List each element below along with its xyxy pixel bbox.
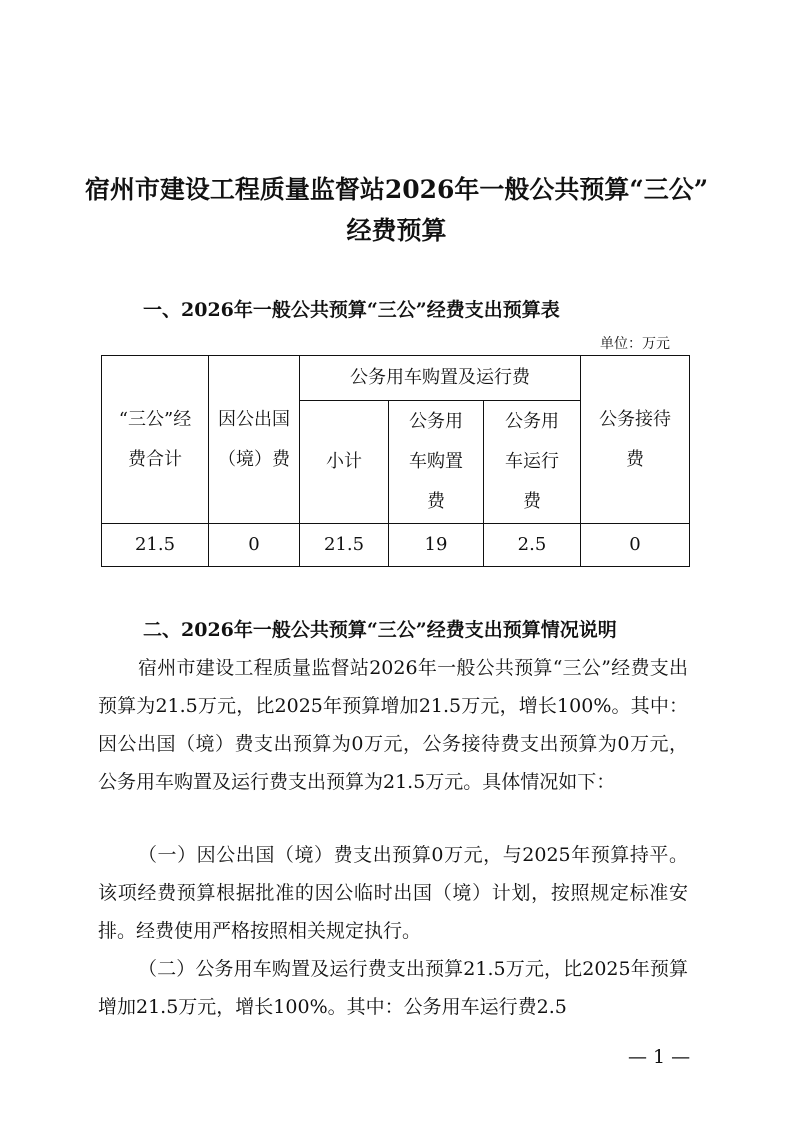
cell-vehicle-operation: 2.5 [484, 524, 581, 567]
header-vehicle-purchase: 公务用车购置费 [389, 401, 484, 524]
paragraph-3: （二）公务用车购置及运行费支出预算21.5万元，比2025年预算增加21.5万元，增长100%。其中：公务用车运行费2.5 [98, 958, 688, 1018]
paragraph-2: （一）因公出国（境）费支出预算0万元，与2025年预算持平。该项经费预算根据批准的因公临时出国（境）计划，按照规定标准安排。经费使用严格按照相关规定执行。 [98, 844, 688, 942]
header-subtotal: 小计 [300, 401, 389, 524]
budget-table [101, 355, 690, 567]
header-vehicle-group: 公务用车购置及运行费 [300, 356, 581, 401]
header-total: “三公”经费合计 [102, 356, 209, 524]
cell-abroad: 0 [209, 524, 300, 567]
cell-reception: 0 [581, 524, 690, 567]
header-reception: 公务接待费 [581, 356, 690, 524]
header-abroad: 因公出国（境）费 [209, 356, 300, 524]
section1-heading: 一、2026年一般公共预算“三公”经费支出预算表 [143, 299, 560, 321]
header-vehicle-operation: 公务用车运行费 [484, 401, 581, 524]
document-title-line1: 宿州市建设工程质量监督站2026年一般公共预算“三公” [84, 175, 709, 204]
cell-subtotal: 21.5 [300, 524, 389, 567]
cell-vehicle-purchase: 19 [389, 524, 484, 567]
cell-total: 21.5 [102, 524, 209, 567]
paragraph-1: 宿州市建设工程质量监督站2026年一般公共预算“三公”经费支出预算为21.5万元，比2025年预算增加21.5万元，增长100%。其中：因公出国（境）费支出预算为0万元，公务接待费支出预算为0万元，公务用车购置及运行费支出预算为21.5万元。具体情况如下： [98, 657, 688, 793]
page-number: — 1 — [628, 1046, 691, 1068]
unit-note: 单位：万元 [600, 336, 670, 352]
document-title-line2: 经费预算 [346, 216, 447, 245]
section2-heading: 二、2026年一般公共预算“三公”经费支出预算情况说明 [143, 619, 617, 641]
